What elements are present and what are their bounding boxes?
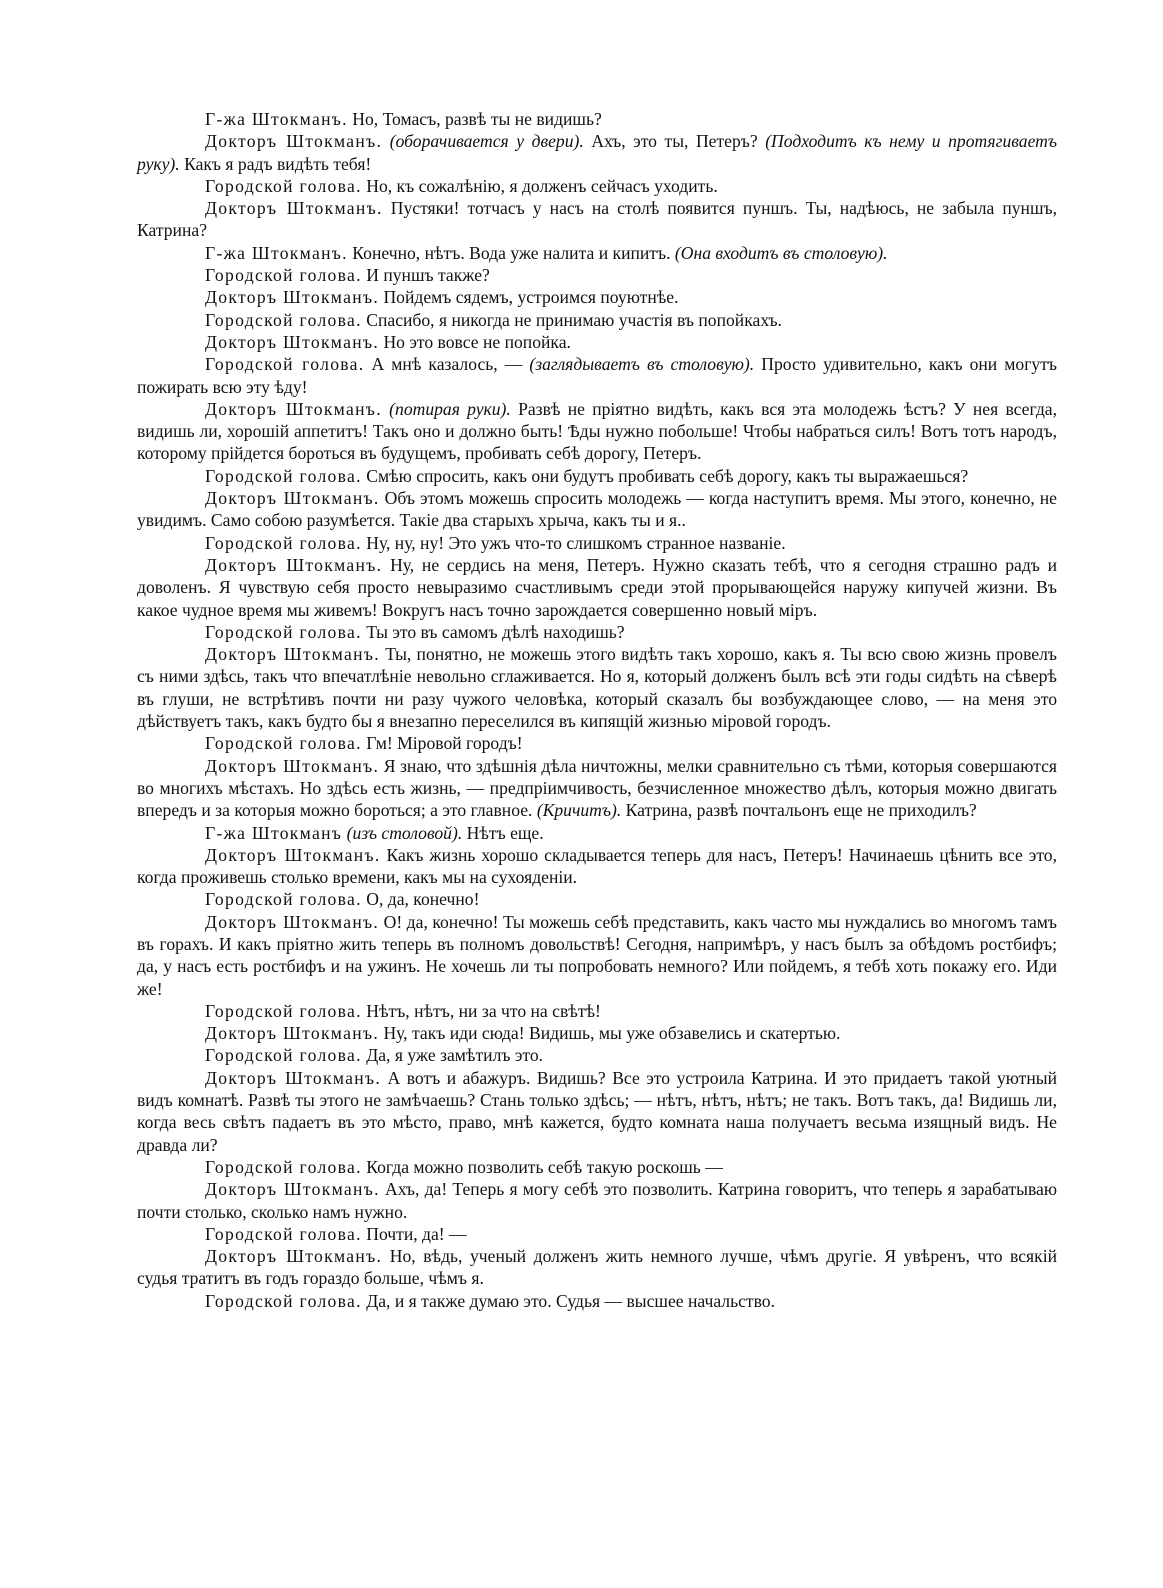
dialogue-paragraph	[137, 353, 1057, 398]
speaker-name: Докторъ Штокманъ.	[205, 1023, 380, 1044]
dialogue-paragraph	[137, 465, 1057, 487]
dialogue-text: Конечно, нѣтъ. Вода уже налита и кипитъ.	[347, 242, 675, 263]
speaker-name: Городской голова.	[205, 532, 362, 553]
dialogue-text: Просто удивительно, какъ они могутъ пожирать всю эту ѣду!	[137, 354, 1057, 397]
dialogue-text: Да, и я также думаю это. Судья — высшее начальство.	[361, 1290, 775, 1311]
stage-direction: (заглядываетъ въ столовую).	[529, 354, 755, 375]
speaker-name: Городской голова.	[205, 1223, 362, 1244]
dialogue-text: Пойдемъ сядемъ, устроимся поуютнѣе.	[379, 287, 679, 308]
dialogue-paragraph	[137, 1000, 1057, 1022]
dialogue-paragraph	[137, 1290, 1057, 1312]
speaker-name: Докторъ Штокманъ.	[205, 911, 380, 932]
dialogue-paragraph	[137, 844, 1057, 889]
dialogue-text: Какъ я радъ видѣть тебя!	[179, 153, 372, 174]
dialogue-text: Какъ жизнь хорошо складывается теперь для насъ, Петеръ! Начинаешь цѣнить все это, когда проживешь столько времени, какъ мы на сухояденіи.	[137, 844, 1057, 888]
dialogue-text: Ну, ну, ну! Это ужъ что-то слишкомъ странное названіе.	[361, 532, 786, 553]
speaker-name: Докторъ Штокманъ.	[205, 198, 383, 219]
dialogue-paragraph	[137, 822, 1057, 844]
dialogue-paragraph	[137, 242, 1057, 264]
dialogue-text: Пустяки! тотчасъ у насъ на столѣ появится пуншъ. Ты, надѣюсь, не забыла пуншъ, Катрина?	[137, 198, 1058, 241]
dialogue-paragraph	[137, 732, 1057, 754]
speaker-name: Г-жа Штокманъ	[205, 822, 343, 843]
dialogue-paragraph	[137, 554, 1057, 621]
dialogue-paragraph	[137, 197, 1057, 242]
dialogue-text: Да, я уже замѣтилъ это.	[361, 1045, 544, 1066]
dialogue-text: Почти, да! —	[361, 1223, 467, 1244]
dialogue-text: А мнѣ казалось, —	[364, 354, 530, 375]
play-dialogue-text	[137, 108, 1057, 1312]
dialogue-paragraph	[137, 1178, 1057, 1223]
speaker-name: Городской голова.	[205, 1290, 362, 1311]
stage-direction: (Подходитъ къ нему и протягиваетъ руку).	[137, 131, 1058, 174]
speaker-name: Докторъ Штокманъ.	[205, 1179, 380, 1200]
dialogue-text: Смѣю спросить, какъ они будутъ пробивать себѣ дорогу, какъ ты выражаешься?	[361, 465, 969, 486]
speaker-name: Докторъ Штокманъ.	[205, 331, 380, 352]
dialogue-text: Катрина, развѣ почтальонъ еще не приходилъ?	[621, 800, 977, 821]
dialogue-text: Ну, не сердись на меня, Петеръ. Нужно сказать тебѣ, что я сегодня страшно радъ и доволенъ. Я чувствую себя просто невыразимо счастливымъ среди этой прорывающейся наружу кипучей жизни. Въ какое чудное время мы живемъ! Вокругъ насъ точно зарождается совершенно новый міръ.	[137, 554, 1057, 620]
dialogue-paragraph	[137, 643, 1057, 732]
speaker-name: Городской голова.	[205, 354, 365, 375]
dialogue-paragraph	[137, 1223, 1057, 1245]
speaker-name: Докторъ Штокманъ.	[205, 644, 380, 665]
dialogue-paragraph	[137, 755, 1057, 822]
speaker-name: Докторъ Штокманъ.	[205, 844, 381, 865]
dialogue-paragraph	[137, 532, 1057, 554]
speaker-name: Городской голова.	[205, 889, 362, 910]
dialogue-text: Ахъ, да! Теперь я могу себѣ это позволить. Катрина говоритъ, что теперь я зарабатываю почти столько, сколько намъ нужно.	[137, 1179, 1057, 1222]
speaker-name: Докторъ Штокманъ.	[205, 1067, 382, 1088]
dialogue-paragraph	[137, 621, 1057, 643]
dialogue-paragraph	[137, 911, 1057, 1000]
dialogue-paragraph	[137, 130, 1057, 175]
dialogue-text: Ахъ, это ты, Петеръ?	[583, 131, 766, 152]
dialogue-text: Ты это въ самомъ дѣлѣ находишь?	[361, 621, 625, 642]
dialogue-paragraph	[137, 487, 1057, 532]
dialogue-paragraph	[137, 108, 1057, 130]
dialogue-text: Но, вѣдь, ученый долженъ жить немного лучше, чѣмъ другіе. Я увѣренъ, что всякій судья тратитъ въ годъ гораздо больше, чѣмъ я.	[137, 1246, 1058, 1289]
dialogue-text: А вотъ и абажуръ. Видишь? Все это устроила Катрина. И это придаетъ такой уютный видъ комнатѣ. Развѣ ты этого не замѣчаешь? Стань только здѣсь; — нѣтъ, нѣтъ, нѣтъ; не такъ. Вотъ такъ, да! Видишь ли, когда весь свѣтъ падаетъ въ это мѣсто, право, мнѣ кажется, будто комната наша получаетъ весьма изящный видъ. Не дравда ли?	[137, 1067, 1057, 1155]
speaker-name: Городской голова.	[205, 175, 362, 196]
stage-direction: (Она входитъ въ столовую).	[674, 242, 888, 263]
speaker-name: Городской голова.	[205, 1156, 362, 1177]
dialogue-text: Ну, такъ иди сюда! Видишь, мы уже обзавелись и скатертью.	[379, 1023, 841, 1044]
dialogue-text: Спасибо, я никогда не принимаю участія въ попойкахъ.	[361, 309, 782, 330]
stage-direction: (оборачивается у двери).	[389, 131, 584, 152]
dialogue-paragraph	[137, 1156, 1057, 1178]
speaker-name: Городской голова.	[205, 265, 362, 286]
speaker-name: Докторъ Штокманъ.	[205, 1246, 383, 1267]
speaker-name: Городской голова.	[205, 733, 362, 754]
dialogue-paragraph	[137, 398, 1057, 465]
speaker-name: Городской голова.	[205, 309, 362, 330]
dialogue-text: Нѣтъ еще.	[462, 822, 544, 843]
dialogue-paragraph	[137, 264, 1057, 286]
speaker-name: Городской голова.	[205, 1045, 362, 1066]
speaker-name: Докторъ Штокманъ.	[205, 131, 383, 152]
dialogue-paragraph	[137, 309, 1057, 331]
dialogue-text: Когда можно позволить себѣ такую роскошь —	[361, 1156, 723, 1177]
speaker-name: Городской голова.	[205, 465, 362, 486]
dialogue-text: Но, Томасъ, развѣ ты не видишь?	[347, 109, 602, 129]
dialogue-text: Но, къ сожалѣнію, я долженъ сейчасъ уходить.	[361, 175, 718, 196]
dialogue-paragraph	[137, 1245, 1057, 1290]
stage-direction: (потирая руки).	[389, 398, 511, 419]
dialogue-text: О, да, конечно!	[361, 889, 480, 910]
dialogue-paragraph	[137, 1022, 1057, 1044]
dialogue-text: О! да, конечно! Ты можешь себѣ представить, какъ часто мы нуждались во многомъ тамъ въ горахъ. И какъ пріятно жить теперь въ полномъ довольствѣ! Сегодня, напримѣръ, у насъ былъ за обѣдомъ ростбифъ; да, у насъ есть ростбифъ и на ужинъ. Не хочешь ли ты попробовать немного? Или пойдемъ, я тебѣ хоть покажу его. Иди же!	[137, 911, 1057, 999]
dialogue-text: Я знаю, что здѣшнія дѣла ничтожны, мелки сравнительно съ тѣми, которыя совершаются во многихъ мѣстахъ. Но здѣсь есть жизнь, — предпріимчивость, безчисленное множество дѣлъ, которыя можно двигать впередъ и за которыя можно бороться; а это главное.	[137, 755, 1057, 821]
dialogue-text: Ты, понятно, не можешь этого видѣть такъ хорошо, какъ я. Ты всю свою жизнь провелъ съ ними здѣсь, такъ что впечатлѣніе невольно сглаживается. Но я, который долженъ былъ всѣ эти годы сидѣть на сѣверѣ въ глуши, не встрѣтивъ почти ни разу чужого человѣка, который сказалъ бы возбуждающее слово, — на меня это дѣйствуетъ такъ, какъ будто бы я внезапно переселился въ кипящій жизнью міровой городъ.	[137, 644, 1057, 732]
speaker-name: Городской голова.	[205, 621, 362, 642]
dialogue-text: Гм! Міровой городъ!	[361, 733, 523, 754]
dialogue-paragraph	[137, 1067, 1057, 1156]
speaker-name: Г-жа Штокманъ.	[205, 242, 348, 263]
speaker-name: Докторъ Штокманъ.	[205, 287, 380, 308]
dialogue-paragraph	[137, 331, 1057, 353]
dialogue-text: Нѣтъ, нѣтъ, ни за что на свѣтѣ!	[361, 1000, 601, 1021]
stage-direction: (Кричитъ).	[536, 800, 622, 821]
dialogue-text: Объ этомъ можешь спросить молодежь — когда наступитъ время. Мы этого, конечно, не увидимъ. Само собою разумѣется. Такіе два старыхъ хрыча, какъ ты и я..	[137, 488, 1057, 531]
speaker-name: Докторъ Штокманъ.	[205, 554, 383, 575]
speaker-name: Докторъ Штокманъ.	[205, 488, 380, 509]
dialogue-paragraph	[137, 175, 1057, 197]
dialogue-paragraph	[137, 286, 1057, 308]
speaker-name: Докторъ Штокманъ.	[205, 398, 382, 419]
stage-direction: (изъ столовой).	[346, 822, 463, 843]
dialogue-text: И пуншъ также?	[361, 265, 490, 286]
speaker-name: Г-жа Штокманъ.	[205, 109, 348, 129]
dialogue-paragraph	[137, 1044, 1057, 1066]
dialogue-text	[382, 131, 390, 151]
dialogue-paragraph	[137, 888, 1057, 910]
dialogue-text: Но это вовсе не попойка.	[379, 331, 571, 352]
speaker-name: Городской голова.	[205, 1000, 362, 1021]
speaker-name: Докторъ Штокманъ.	[205, 755, 380, 776]
dialogue-text: Развѣ не пріятно видѣть, какъ вся эта молодежь ѣстъ? У нея всегда, видишь ли, хорошій аппетитъ! Такъ оно и должно быть! Ѣды нужно побольше! Чтобы набраться силъ! Вотъ тотъ народъ, которому прійдется бороться въ будущемъ, пробивать себѣ дорогу, Петеръ.	[137, 398, 1057, 464]
